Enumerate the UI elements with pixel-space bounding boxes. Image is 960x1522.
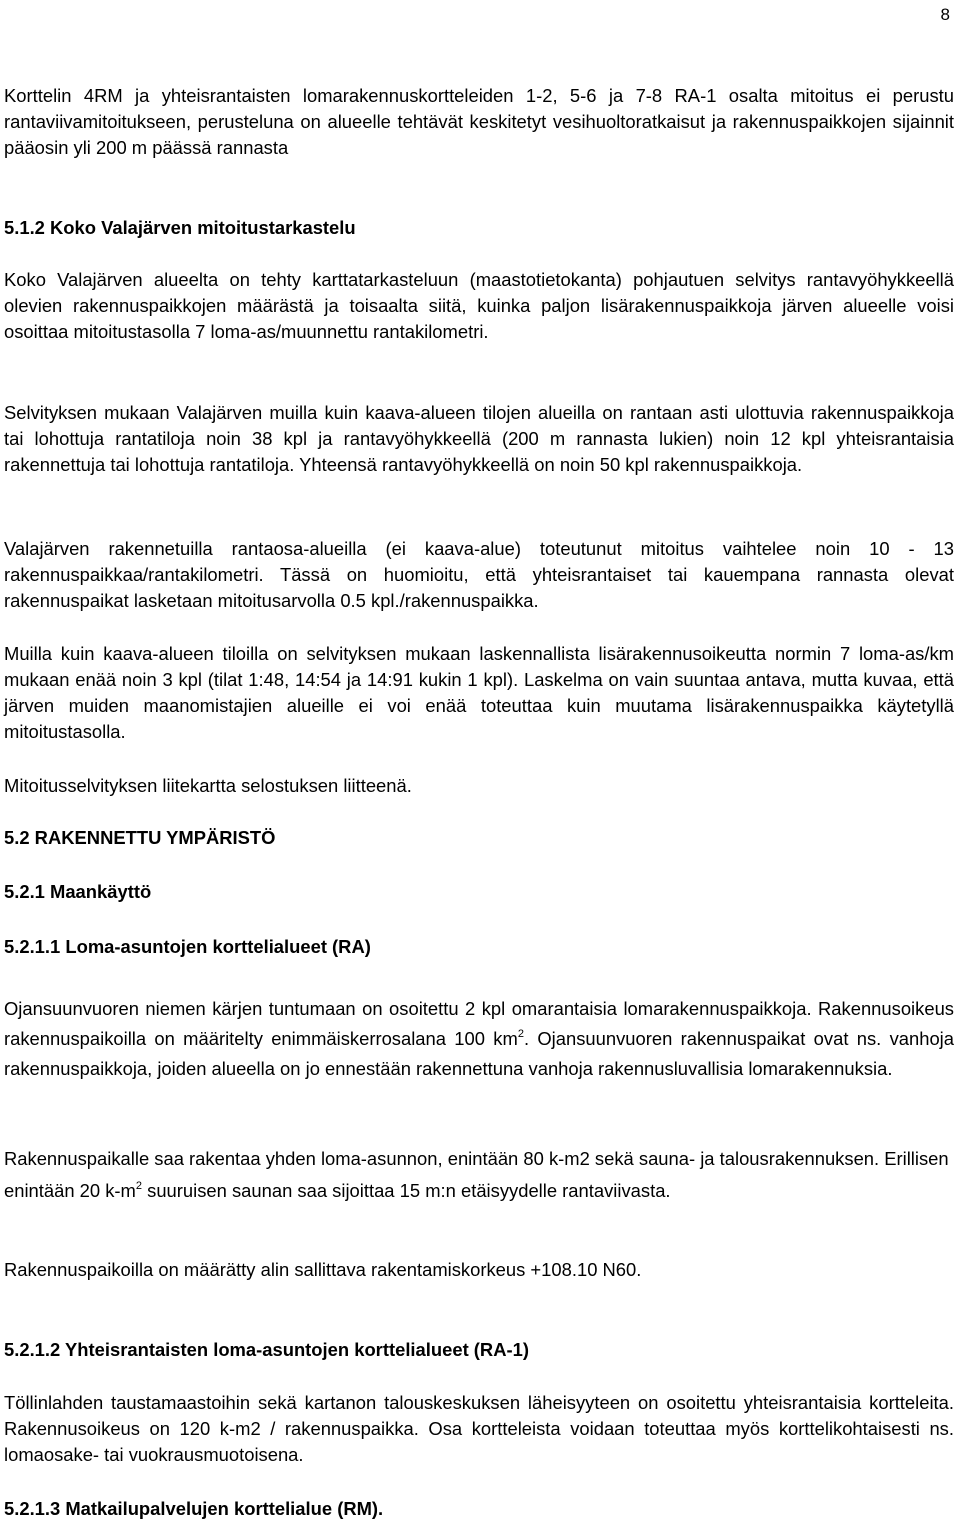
section-heading-5-2-1: 5.2.1 Maankäyttö xyxy=(4,881,152,902)
paragraph-text: . Ojansuunvuoren rakennuspaikat ovat ns. vanhoja rakennuspaikkoja, joiden alueella on jo ennestään rakennettuna vanhoja rakennusluvallisia lomarakennuksia. xyxy=(4,1028,954,1079)
paragraph-rakennuspaikat-maara: Selvityksen mukaan Valajärven muilla kuin kaava-alueen tilojen alueilla on rantaan asti ulottuvia rakennuspaikkoja tai lohottuja rantatiloja noin 38 kpl ja rantavyöhykkeellä (200 m rannasta lukien) noin 12 kpl yhteisrantaisia rakennettuja tai lohottuja rantatiloja. Yhteensä rantavyöhykkeellä on noin 50 kpl rakennuspaikkoja. xyxy=(4,402,954,475)
paragraph-text: Ojansuunvuoren niemen kärjen tuntumaan on osoitettu 2 kpl omarantaisia lomarakennuspaikkoja. Rakennusoikeus rakennuspaikoilla on määritelty enimmäiskerrosalana 100 km xyxy=(4,998,954,1049)
section-heading-5-2-1-3: 5.2.1.3 Matkailupalvelujen korttelialue (RM). xyxy=(4,1498,384,1519)
page-number: 8 xyxy=(940,5,950,24)
paragraph-text: Rakennuspaikalle saa rakentaa yhden loma-asunnon, enintään 80 k-m2 sekä sauna- ja talousrakennuksen. Erillisen enintään 20 k-m xyxy=(4,1148,949,1201)
superscript: 2 xyxy=(135,1180,143,1192)
paragraph-liitekartta: Mitoitusselvityksen liitekartta selostuksen liitteenä. xyxy=(4,775,412,796)
section-heading-5-2: 5.2 RAKENNETTU YMPÄRISTÖ xyxy=(4,827,276,848)
section-heading-5-2-1-2: 5.2.1.2 Yhteisrantaisten loma-asuntojen korttelialueet (RA-1) xyxy=(4,1339,529,1360)
paragraph-ojansuunvuori xyxy=(4,994,954,1084)
paragraph-mitoitus-selvitys: Koko Valajärven alueelta on tehty karttatarkasteluun (maastotietokanta) pohjautuen selvitys rantavyöhykkeellä olevien rakennuspaikkojen määrästä ja toisaalta siitä, kuinka paljon lisärakennuspaikkoja järven alueelle voisi osoittaa mitoitustasolla 7 loma-as/muunnettu rantakilometri. xyxy=(4,269,954,342)
section-heading-5-2-1-1: 5.2.1.1 Loma-asuntojen korttelialueet (RA) xyxy=(4,936,371,957)
paragraph-text: suuruisen saunan saa sijoittaa 15 m:n etäisyydelle rantaviivasta. xyxy=(142,1180,671,1201)
paragraph-rakennuspaikalle xyxy=(4,1143,954,1207)
paragraph-lisarakennusoikeus: Muilla kuin kaava-alueen tiloilla on selvityksen mukaan laskennallista lisärakennusoikeutta normin 7 loma-as/km mukaan enää noin 3 kpl (tilat 1:48, 14:54 ja 14:91 kukin 1 kpl). Laskelma on vain suuntaa antava, mutta kuvaa, että järven muiden maanomistajien alueille ei voi enää toteuttaa kuin muutama lisärakennuspaikka käytetyllä mitoitustasolla. xyxy=(4,643,954,742)
paragraph-toteutunut-mitoitus: Valajärven rakennetuilla rantaosa-alueilla (ei kaava-alue) toteutunut mitoitus vaihtelee noin 10 - 13 rakennuspaikkaa/rantakilometri. Tässä on huomioitu, että yhteisrantaiset tai kauempana rannasta olevat rakennuspaikat lasketaan mitoitusarvolla 0.5 kpl./rakennuspaikka. xyxy=(4,538,954,611)
section-heading-5-1-2: 5.1.2 Koko Valajärven mitoitustarkastelu xyxy=(4,217,356,238)
intro-paragraph: Korttelin 4RM ja yhteisrantaisten lomarakennuskortteleiden 1-2, 5-6 ja 7-8 RA-1 osalta mitoitus ei perustu rantaviivamitoitukseen, perusteluna on alueelle tehtävät keskitetyt vesihuoltoratkaisut ja rakennuspaikkojen sijainnit pääosin yli 200 m päässä rannasta xyxy=(4,85,954,158)
paragraph-tollinlahti: Töllinlahden taustamaastoihin sekä kartanon talouskeskuksen läheisyyteen on osoitettu yhteisrantaisia kortteleita. Rakennusoikeus on 120 k-m2 / rakennuspaikka. Osa kortteleista voidaan toteuttaa myös korttelikohtaisesti ns. lomaosake- tai vuokrausmuotoisena. xyxy=(4,1392,954,1465)
superscript: 2 xyxy=(517,1028,524,1040)
paragraph-rakentamiskorkeus: Rakennuspaikoilla on määrätty alin sallittava rakentamiskorkeus +108.10 N60. xyxy=(4,1259,642,1280)
